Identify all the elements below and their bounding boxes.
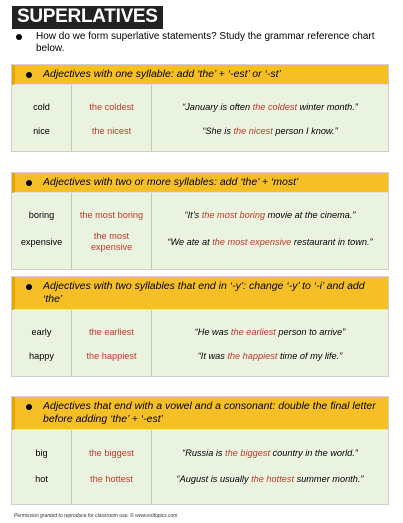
section-body bbox=[12, 310, 388, 376]
section-heading bbox=[12, 397, 388, 430]
example-text: “We ate at bbox=[167, 236, 213, 247]
example-sentence bbox=[152, 95, 388, 119]
heading-text: Adjectives with two or more syllables: add ‘the’ + ‘most’ bbox=[43, 176, 299, 188]
superlative-cell: the biggest bbox=[89, 447, 134, 458]
adjective-cell: early bbox=[31, 326, 52, 337]
superlative-cell: the most boring bbox=[79, 209, 144, 220]
example-sentence bbox=[152, 227, 388, 257]
superlative-cell: the nicest bbox=[91, 125, 132, 136]
superlative-column bbox=[72, 193, 152, 269]
example-highlight: the nicest bbox=[233, 125, 273, 136]
example-text: summer month.” bbox=[294, 473, 364, 484]
example-text: person to arrive” bbox=[275, 326, 346, 337]
example-column bbox=[152, 193, 388, 269]
page-title: SUPERLATIVES bbox=[12, 6, 163, 29]
adjective-column bbox=[12, 310, 72, 376]
superlative-column bbox=[72, 85, 152, 151]
example-text: “It was bbox=[197, 350, 228, 361]
bullet-icon bbox=[26, 72, 32, 78]
superlative-cell: the coldest bbox=[89, 101, 134, 112]
example-column bbox=[152, 310, 388, 376]
superlative-cell: the most expensive bbox=[90, 231, 133, 252]
title-area bbox=[12, 6, 163, 29]
example-sentence bbox=[152, 466, 388, 492]
example-highlight: the coldest bbox=[252, 101, 298, 112]
bullet-icon bbox=[26, 284, 32, 290]
superlative-column bbox=[72, 430, 152, 504]
example-text: “She is bbox=[202, 125, 234, 136]
adjective-column bbox=[12, 430, 72, 504]
bullet-icon bbox=[16, 34, 22, 40]
superlative-column bbox=[72, 310, 152, 376]
intro-label: How do we form superlative statements? Study the grammar reference chart below. bbox=[36, 31, 375, 54]
adjective-cell: nice bbox=[33, 125, 50, 136]
adjective-cell: cold bbox=[33, 101, 50, 112]
heading-text: Adjectives with two syllables that end in ‘-y’: change ‘-y’ to ‘-i’ and add ‘the’ bbox=[43, 280, 365, 305]
adjective-cell: boring bbox=[28, 209, 55, 220]
example-text: “Russia is bbox=[182, 447, 226, 458]
example-text: person I know.” bbox=[272, 125, 338, 136]
section-vowel-consonant bbox=[11, 396, 389, 505]
adjective-column bbox=[12, 85, 72, 151]
adjective-column bbox=[12, 193, 72, 269]
adjective-cell: expensive bbox=[20, 236, 63, 247]
section-heading bbox=[12, 173, 388, 193]
example-text: restaurant in town.” bbox=[291, 236, 373, 247]
adjective-cell: happy bbox=[28, 350, 55, 361]
example-highlight: the most boring bbox=[201, 209, 266, 220]
section-heading bbox=[12, 65, 388, 85]
section-body bbox=[12, 193, 388, 269]
example-highlight: the hottest bbox=[251, 473, 295, 484]
example-sentence bbox=[152, 344, 388, 368]
section-body bbox=[12, 430, 388, 504]
example-sentence bbox=[152, 119, 388, 143]
section-heading bbox=[12, 277, 388, 310]
example-highlight: the most expensive bbox=[212, 236, 292, 247]
example-text: country in the world.” bbox=[270, 447, 358, 458]
example-text: winter month.” bbox=[297, 101, 358, 112]
example-sentence bbox=[152, 320, 388, 344]
example-highlight: the happiest bbox=[227, 350, 278, 361]
footer-permission: Permission granted to reproduce for classroom use. © www.esltopics.com bbox=[14, 513, 178, 519]
bullet-icon bbox=[26, 404, 32, 410]
example-sentence bbox=[152, 440, 388, 466]
bullet-icon bbox=[26, 180, 32, 186]
adjective-cell: hot bbox=[35, 473, 48, 484]
superlative-cell: the hottest bbox=[90, 473, 133, 484]
example-highlight: the earliest bbox=[230, 326, 276, 337]
example-column bbox=[152, 430, 388, 504]
section-body bbox=[12, 85, 388, 151]
superlative-cell: the earliest bbox=[89, 326, 134, 337]
example-sentence bbox=[152, 203, 388, 227]
example-text: “It’s bbox=[184, 209, 202, 220]
adjective-cell: big bbox=[35, 447, 48, 458]
example-column bbox=[152, 85, 388, 151]
example-highlight: the biggest bbox=[225, 447, 270, 458]
example-text: movie at the cinema.” bbox=[265, 209, 356, 220]
section-ending-y bbox=[11, 276, 389, 377]
example-text: time of my life.” bbox=[277, 350, 343, 361]
superlative-cell: the happiest bbox=[86, 350, 137, 361]
heading-text: Adjectives that end with a vowel and a consonant: double the final letter before adding ‘the’ + ‘-est’ bbox=[43, 400, 376, 425]
section-one-syllable bbox=[11, 64, 389, 152]
heading-text: Adjectives with one syllable: add ‘the’ + ‘-est’ or ‘-st’ bbox=[43, 68, 281, 80]
section-two-syllables bbox=[11, 172, 389, 270]
example-text: “He was bbox=[194, 326, 231, 337]
example-text: “January is often bbox=[182, 101, 253, 112]
intro-text bbox=[16, 31, 376, 55]
example-text: “August is usually bbox=[176, 473, 252, 484]
